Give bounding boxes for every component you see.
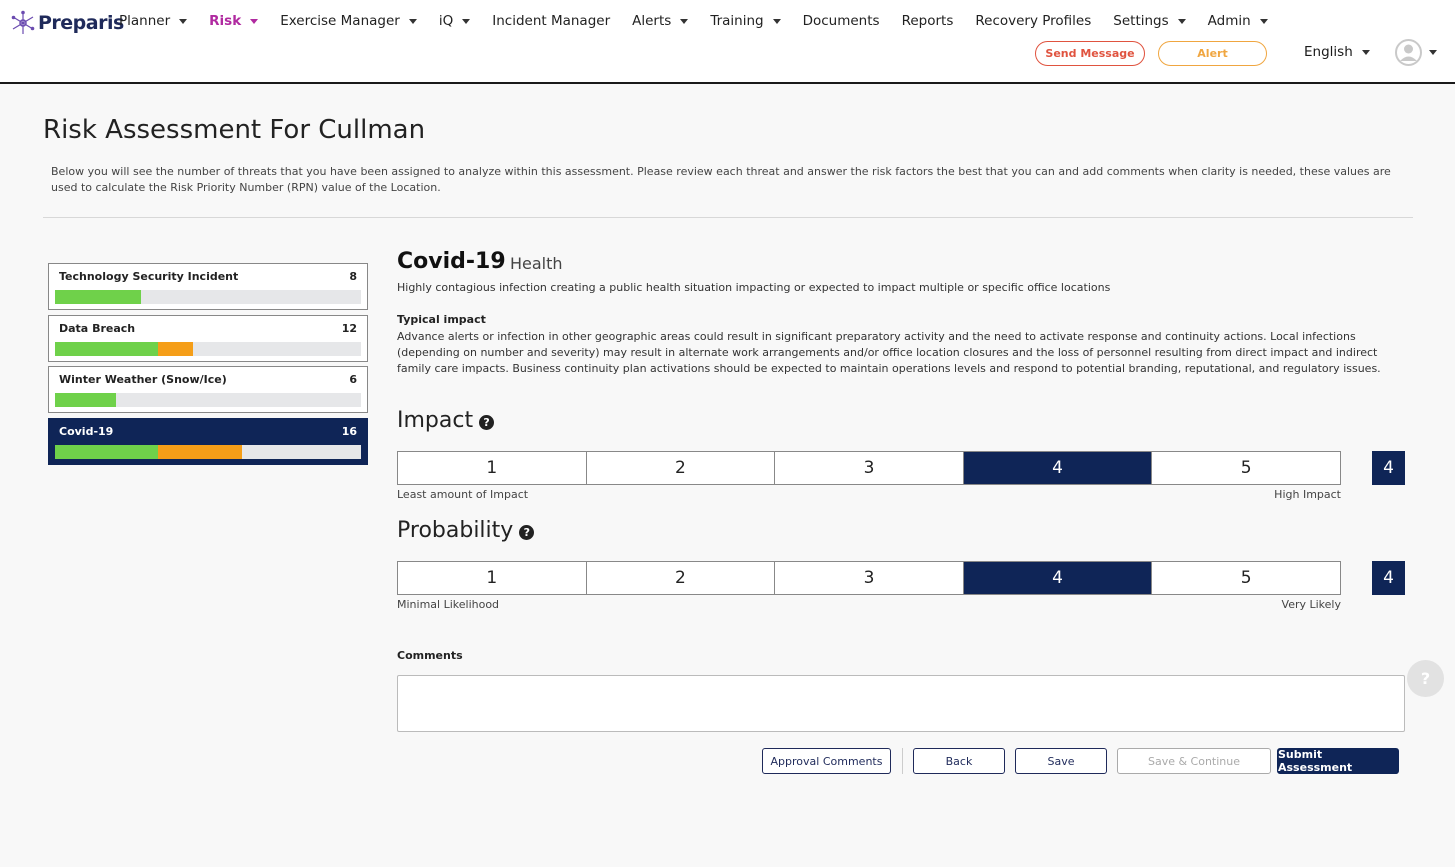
impact-high-label: High Impact — [1274, 488, 1341, 501]
threat-card-header — [59, 425, 357, 438]
nav-item-training[interactable] — [710, 13, 780, 29]
score-bar-green-segment — [55, 290, 141, 304]
avatar-icon — [1395, 39, 1422, 66]
top-bar — [0, 0, 1455, 84]
threat-card[interactable] — [48, 366, 368, 413]
threat-description: Highly contagious infection creating a public health situation impacting or expected to impact multiple or specific office locations — [397, 281, 1111, 294]
threat-card-score: 12 — [341, 322, 357, 335]
chevron-down-icon — [680, 19, 688, 24]
threat-card-header — [59, 322, 357, 335]
nav-item-planner[interactable] — [119, 13, 187, 29]
threat-score-bar — [55, 393, 361, 407]
comments-label: Comments — [397, 649, 463, 662]
nav-item-admin[interactable] — [1208, 13, 1268, 29]
nav-item-iq[interactable] — [439, 13, 470, 29]
language-selector[interactable] — [1304, 44, 1370, 60]
chevron-down-icon — [462, 19, 470, 24]
threat-card[interactable] — [48, 418, 368, 465]
threat-card-name: Winter Weather (Snow/Ice) — [59, 373, 227, 386]
alert-button[interactable]: Alert — [1158, 41, 1267, 66]
user-menu[interactable] — [1395, 39, 1437, 66]
nav-item-label: Documents — [802, 13, 880, 29]
nav-item-label: Planner — [119, 13, 171, 29]
score-bar-green-segment — [55, 393, 116, 407]
nav-item-exercise-manager[interactable] — [280, 13, 417, 29]
threat-card-name: Covid-19 — [59, 425, 114, 438]
nav-item-alerts[interactable] — [632, 13, 688, 29]
nav-item-settings[interactable] — [1113, 13, 1185, 29]
chevron-down-icon — [1362, 50, 1370, 55]
threat-card-name: Data Breach — [59, 322, 136, 335]
chevron-down-icon — [1178, 19, 1186, 24]
impact-option-5[interactable]: 5 — [1240, 458, 1252, 478]
back-button[interactable]: Back — [913, 748, 1005, 774]
probability-value: 4 — [1372, 561, 1405, 595]
probability-option-3[interactable]: 3 — [775, 562, 964, 594]
impact-option-2[interactable]: 2 — [587, 452, 776, 484]
send-message-button[interactable]: Send Message — [1035, 41, 1145, 66]
threat-score-bar — [55, 342, 361, 356]
button-separator — [902, 748, 903, 774]
brand-name: Preparis — [38, 12, 124, 34]
impact-scale — [397, 451, 1341, 485]
threat-card-header — [59, 373, 357, 386]
threat-card-score: 8 — [349, 270, 357, 283]
nav-item-label: Risk — [209, 13, 242, 29]
nav-item-documents[interactable] — [803, 13, 880, 29]
divider — [43, 217, 1413, 218]
probability-option-2[interactable]: 2 — [587, 562, 776, 594]
score-bar-orange-segment — [158, 342, 193, 356]
nav-item-label: Alerts — [632, 13, 672, 29]
chevron-down-icon — [1429, 50, 1437, 55]
save-continue-button[interactable]: Save & Continue — [1117, 748, 1271, 774]
nav-item-label: Recovery Profiles — [975, 13, 1092, 29]
nav-item-reports[interactable] — [902, 13, 954, 29]
probability-heading — [397, 518, 534, 543]
probability-option-5[interactable]: 5 — [1240, 568, 1252, 588]
language-label: English — [1304, 44, 1353, 60]
threat-card[interactable] — [48, 263, 368, 310]
chevron-down-icon — [250, 19, 258, 24]
nav-item-label: Exercise Manager — [280, 13, 400, 29]
nav-item-recovery-profiles[interactable] — [975, 13, 1091, 29]
impact-option-1[interactable]: 1 — [398, 452, 587, 484]
nav-item-label: Settings — [1113, 13, 1169, 29]
nav-item-label: Training — [710, 13, 764, 29]
nav-item-label: Admin — [1207, 13, 1251, 29]
typical-impact-text: Advance alerts or infection in other geographic areas could result in significant preparatory activity and the need to activate response and continuity actions. Local infections (depending on number and severity) may result in alternate work arrangements and/or office location closures and the loss of personnel resulting from direct impact and indirect family care impacts. Business continuity plan activations should be expected to maintain operations levels and respond to potential branding, reputational, and regulatory issues. — [397, 330, 1381, 375]
impact-option-4[interactable]: 4 — [964, 452, 1153, 484]
chevron-down-icon — [409, 19, 417, 24]
comments-textarea[interactable] — [397, 675, 1405, 732]
preparis-logo-icon — [10, 10, 36, 36]
nav-item-incident-manager[interactable] — [492, 13, 610, 29]
probability-scale — [397, 561, 1341, 595]
threat-category: Health — [510, 254, 563, 273]
nav-item-label: iQ — [438, 13, 454, 29]
probability-high-label: Very Likely — [1281, 598, 1341, 611]
chevron-down-icon — [773, 19, 781, 24]
impact-value: 4 — [1372, 451, 1405, 485]
threat-score-bar — [55, 290, 361, 304]
impact-option-3[interactable]: 3 — [775, 452, 964, 484]
impact-title: Impact — [397, 408, 474, 433]
save-button[interactable]: Save — [1015, 748, 1107, 774]
threat-card-header — [59, 270, 357, 283]
help-icon[interactable]: ? — [519, 525, 534, 540]
threat-card[interactable] — [48, 315, 368, 362]
main-nav — [119, 13, 1290, 29]
probability-title: Probability — [397, 518, 514, 543]
score-bar-green-segment — [55, 445, 158, 459]
typical-impact-label: Typical impact — [397, 313, 486, 326]
probability-option-4[interactable]: 4 — [964, 562, 1153, 594]
threat-card-score: 6 — [349, 373, 357, 386]
page-intro: Below you will see the number of threats that you have been assigned to analyze within this assessment. Please review each threat and answer the risk factors the best that you can and add comments when clarity is needed, these values are used to calculate the Risk Priority Number (RPN) value of the Location. — [51, 165, 1391, 194]
impact-heading — [397, 408, 494, 433]
chevron-down-icon — [1260, 19, 1268, 24]
threat-card-score: 16 — [341, 425, 357, 438]
nav-item-risk[interactable] — [209, 13, 258, 29]
score-bar-orange-segment — [158, 445, 242, 459]
threat-title: Covid-19 — [397, 249, 506, 274]
threat-card-name: Technology Security Incident — [59, 270, 239, 283]
nav-item-label: Incident Manager — [492, 13, 611, 29]
threat-score-bar — [55, 445, 361, 459]
floating-help-button[interactable]: ? — [1407, 660, 1444, 697]
impact-low-label: Least amount of Impact — [397, 488, 529, 501]
submit-assessment-button[interactable]: Submit Assessment — [1277, 748, 1399, 774]
probability-low-label: Minimal Likelihood — [397, 598, 500, 611]
score-bar-green-segment — [55, 342, 158, 356]
approval-comments-button[interactable]: Approval Comments — [762, 748, 891, 774]
help-icon[interactable]: ? — [479, 415, 494, 430]
page-title: Risk Assessment For Cullman — [43, 115, 426, 145]
nav-item-label: Reports — [901, 13, 954, 29]
brand-logo[interactable] — [10, 10, 124, 36]
probability-option-1[interactable]: 1 — [398, 562, 587, 594]
chevron-down-icon — [179, 19, 187, 24]
